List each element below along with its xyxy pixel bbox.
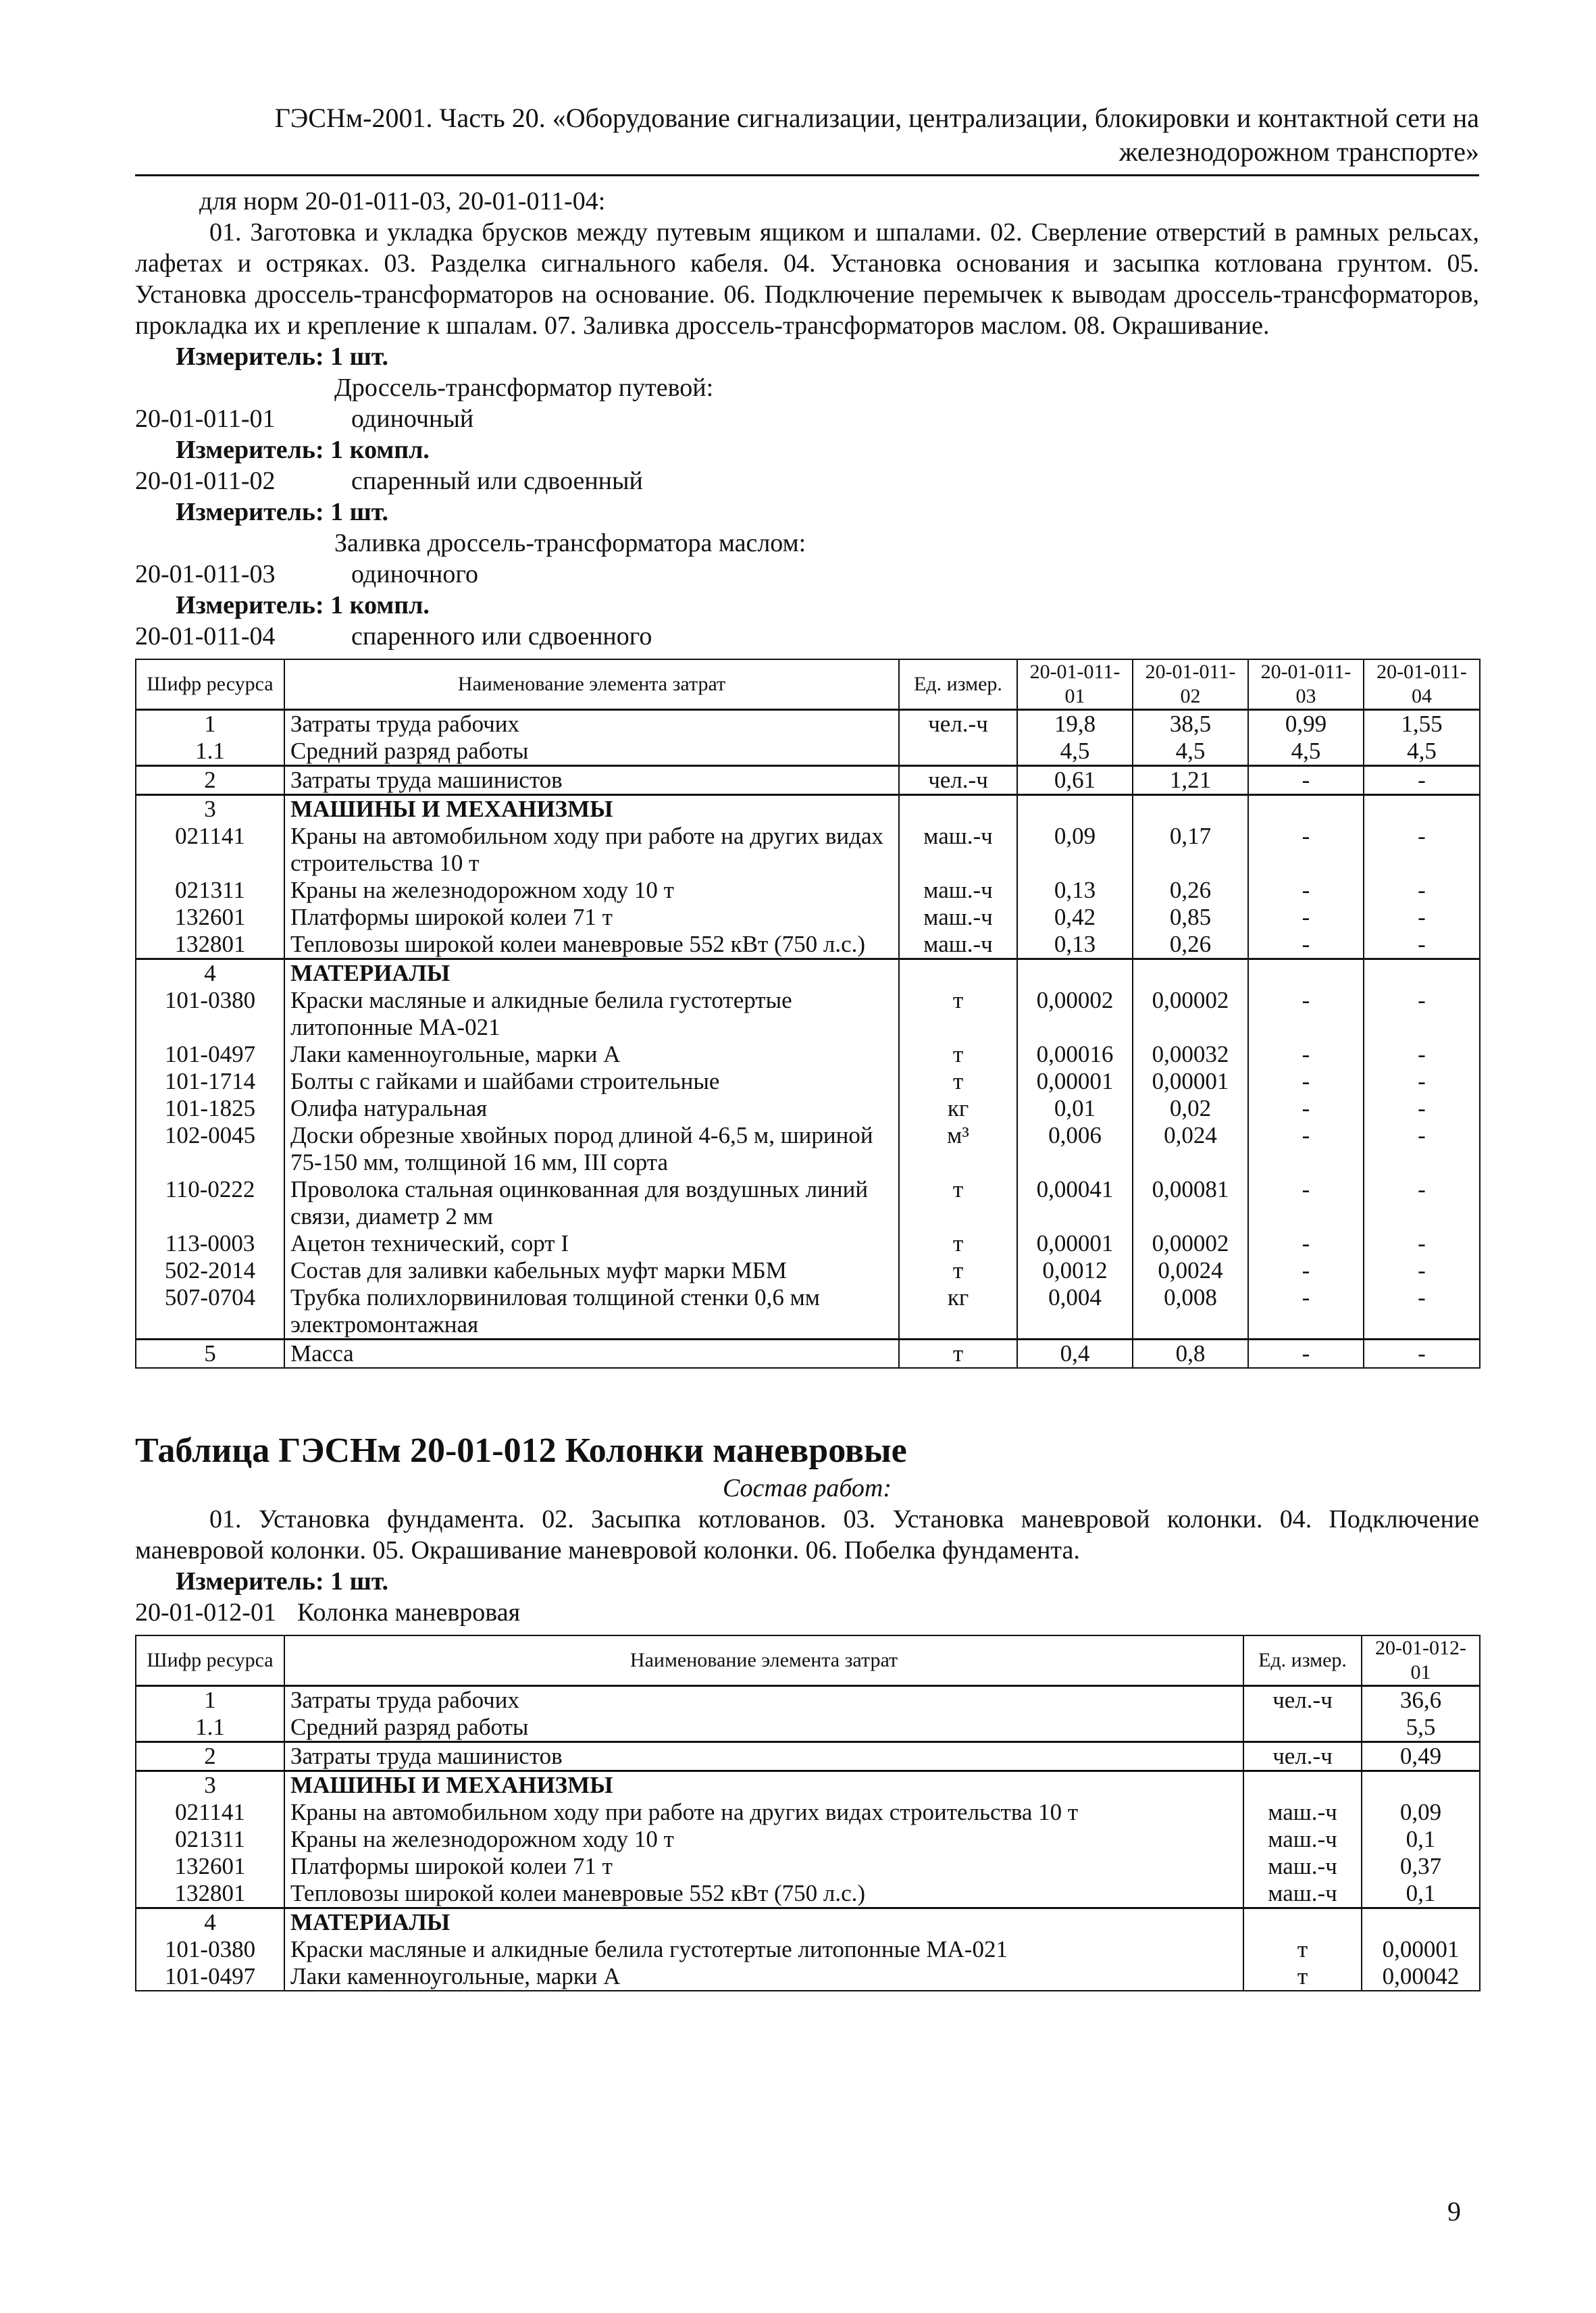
unit: маш.-ч — [899, 904, 1017, 931]
norm-value: 19,8 — [1017, 710, 1133, 738]
norm-value: 0,01 — [1017, 1095, 1133, 1122]
table-row — [136, 1230, 1480, 1257]
norm-value: - — [1364, 766, 1480, 795]
resource-code: 113-0003 — [136, 1230, 284, 1257]
measure-012: Измеритель: 1 шт. — [176, 1567, 389, 1596]
table-row — [136, 823, 1480, 877]
resource-code: 021141 — [136, 1799, 284, 1826]
norm-group-title: Заливка дроссель-трансформатора маслом: — [334, 529, 806, 557]
cost-element-name: Проволока стальная оцинкованная для воздушных линий связи, диаметр 2 мм — [284, 1176, 899, 1230]
unit: т — [899, 1068, 1017, 1095]
column-header: Наименование элемента затрат — [284, 659, 899, 710]
resource-code: 102-0045 — [136, 1122, 284, 1176]
table-row — [136, 1340, 1480, 1369]
norm-value: 1,55 — [1364, 710, 1480, 738]
unit: т — [1243, 1936, 1362, 1963]
norm-value: 0,1 — [1362, 1826, 1480, 1853]
cost-element-name: Средний разряд работы — [284, 738, 899, 766]
column-header: Шифр ресурса — [136, 659, 284, 710]
norm-code: 20-01-011-02 — [135, 467, 276, 495]
norm-value: 0,85 — [1133, 904, 1248, 931]
cost-element-name: Краски масляные и алкидные белила густотертые литопонные МА-021 — [284, 1936, 1243, 1963]
resource-code: 3 — [136, 795, 284, 823]
table-row — [136, 1853, 1480, 1880]
resource-code: 2 — [136, 766, 284, 795]
resource-code: 4 — [136, 1908, 284, 1937]
norm-value: - — [1248, 1284, 1364, 1340]
norm-group-title: Дроссель-трансформатор путевой: — [334, 374, 714, 402]
unit: т — [899, 1176, 1017, 1230]
norm-value: 0,008 — [1133, 1284, 1248, 1340]
norms-list — [135, 341, 1479, 652]
unit — [899, 795, 1017, 823]
resource-code: 101-1825 — [136, 1095, 284, 1122]
norm-value: 0,004 — [1017, 1284, 1133, 1340]
norm-value: 0,024 — [1133, 1122, 1248, 1176]
column-header: Ед. измер. — [899, 659, 1017, 710]
resource-code: 132601 — [136, 1853, 284, 1880]
cost-element-name: Ацетон технический, сорт I — [284, 1230, 899, 1257]
table-012-title: Таблица ГЭСНм 20-01-012 Колонки маневровые — [135, 1431, 907, 1470]
unit: т — [899, 1041, 1017, 1068]
resource-code: 101-0380 — [136, 1936, 284, 1963]
norm-value: - — [1364, 987, 1480, 1041]
norm-value: 0,00002 — [1017, 987, 1133, 1041]
norm-value: 0,00002 — [1133, 987, 1248, 1041]
norm-value: 38,5 — [1133, 710, 1248, 738]
works-composition: 01. Заготовка и укладка брусков между путевым ящиком и шпалами. 02. Сверление отверстий в рамных рельсах, лафетах и остряках. 03. Разделка сигнального кабеля. 04. Установка основания и засыпка котлована грунтом. 05. Установка дроссель-трансформаторов на основание. 06. Подключение перемычек к выводам дроссель-трансформаторов, прокладка их и крепление к шпалам. 07. Заливка дроссель-трансформаторов маслом. 08. Окрашивание. — [135, 218, 1479, 340]
norm-item — [135, 621, 1479, 652]
unit: кг — [899, 1095, 1017, 1122]
norm-value: - — [1364, 1284, 1480, 1340]
resource-code: 101-0497 — [136, 1963, 284, 1991]
cost-element-name: МАТЕРИАЛЫ — [284, 959, 899, 988]
unit: кг — [899, 1284, 1017, 1340]
norm-value: 0,00001 — [1362, 1936, 1480, 1963]
table-row — [136, 1095, 1480, 1122]
unit: т — [1243, 1963, 1362, 1991]
unit: маш.-ч — [899, 823, 1017, 877]
norm-value: 0,13 — [1017, 931, 1133, 959]
norm-code: 20-01-011-03 — [135, 560, 276, 588]
norm-name: Колонка маневровая — [297, 1598, 521, 1627]
cost-element-name: Тепловозы широкой колеи маневровые 552 кВт (750 л.с.) — [284, 931, 899, 959]
cost-element-name: Масса — [284, 1340, 899, 1369]
norm-name: одиночного — [351, 560, 479, 588]
norm-value: 4,5 — [1017, 738, 1133, 766]
resource-code: 101-1714 — [136, 1068, 284, 1095]
table-row — [136, 766, 1480, 795]
table-row — [136, 959, 1480, 988]
resource-code: 502-2014 — [136, 1257, 284, 1284]
resource-code: 507-0704 — [136, 1284, 284, 1340]
norm-value: - — [1364, 931, 1480, 959]
resource-code: 1 — [136, 710, 284, 738]
resource-table-011 — [135, 659, 1481, 1369]
cost-element-name: Затраты труда рабочих — [284, 1686, 1243, 1714]
composition-label: Состав работ: — [722, 1474, 892, 1502]
norm-value: - — [1364, 1230, 1480, 1257]
norm-value: - — [1248, 1122, 1364, 1176]
norm-value: 0,00042 — [1362, 1963, 1480, 1991]
header-line-1: ГЭСНм-2001. Часть 20. «Оборудование сигнализации, централизации, блокировки и контактной сети на — [274, 103, 1479, 133]
cost-element-name: Трубка полихлорвиниловая толщиной стенки 0,6 мм электромонтажная — [284, 1284, 899, 1340]
table-row — [136, 1880, 1480, 1908]
cost-element-name: Лаки каменноугольные, марки А — [284, 1963, 1243, 1991]
norm-value: - — [1364, 1095, 1480, 1122]
norm-value: - — [1248, 1257, 1364, 1284]
norm-value: - — [1248, 931, 1364, 959]
page-header — [135, 101, 1479, 176]
norm-value: - — [1364, 1257, 1480, 1284]
resource-code: 132601 — [136, 904, 284, 931]
unit — [1243, 1771, 1362, 1800]
norm-value — [1364, 795, 1480, 823]
unit: маш.-ч — [1243, 1826, 1362, 1853]
norm-name: одиночный — [351, 405, 474, 433]
unit — [899, 738, 1017, 766]
norm-value: - — [1248, 877, 1364, 904]
norm-value — [1364, 959, 1480, 988]
norm-value: 0,0024 — [1133, 1257, 1248, 1284]
page-number: 9 — [1447, 2196, 1461, 2227]
norm-value: 1,21 — [1133, 766, 1248, 795]
norm-value: - — [1248, 1176, 1364, 1230]
table-row — [136, 1799, 1480, 1826]
norm-value: 36,6 — [1362, 1686, 1480, 1714]
unit: т — [899, 987, 1017, 1041]
unit: маш.-ч — [1243, 1880, 1362, 1908]
cost-element-name: Краски масляные и алкидные белила густотертые литопонные МА-021 — [284, 987, 899, 1041]
column-header: Наименование элемента затрат — [284, 1635, 1243, 1686]
cost-element-name: Затраты труда машинистов — [284, 1742, 1243, 1771]
unit — [1243, 1714, 1362, 1742]
cost-element-name: Болты с гайками и шайбами строительные — [284, 1068, 899, 1095]
norm-value — [1248, 795, 1364, 823]
unit: м³ — [899, 1122, 1017, 1176]
norm-value: - — [1364, 1068, 1480, 1095]
unit: т — [899, 1340, 1017, 1369]
resource-code: 1 — [136, 1686, 284, 1714]
norm-item-012 — [135, 1597, 1479, 1628]
norm-value: 0,00016 — [1017, 1041, 1133, 1068]
norm-code: 20-01-012-01 — [135, 1598, 276, 1627]
column-header: Ед. измер. — [1243, 1635, 1362, 1686]
norm-value: 0,1 — [1362, 1880, 1480, 1908]
norm-value: 0,006 — [1017, 1122, 1133, 1176]
unit: чел.-ч — [899, 710, 1017, 738]
resource-code: 021311 — [136, 877, 284, 904]
cost-element-name: Олифа натуральная — [284, 1095, 899, 1122]
norm-value: - — [1364, 877, 1480, 904]
table-row — [136, 1257, 1480, 1284]
table-row — [136, 710, 1480, 738]
norm-value: 4,5 — [1248, 738, 1364, 766]
table-row — [136, 795, 1480, 823]
cost-element-name: МАШИНЫ И МЕХАНИЗМЫ — [284, 1771, 1243, 1800]
norm-value: - — [1248, 1068, 1364, 1095]
norm-value: - — [1364, 1176, 1480, 1230]
cost-element-name: МАШИНЫ И МЕХАНИЗМЫ — [284, 795, 899, 823]
norm-value: 0,09 — [1362, 1799, 1480, 1826]
column-header: Шифр ресурса — [136, 1635, 284, 1686]
norm-value: 0,49 — [1362, 1742, 1480, 1771]
works-composition-012: 01. Установка фундамента. 02. Засыпка котлованов. 03. Установка маневровой колонки. 04. Подключение маневровой колонки. 05. Окрашивание маневровой колонки. 06. Побелка фундамента. — [135, 1505, 1479, 1565]
norm-value: 0,00041 — [1017, 1176, 1133, 1230]
norm-value: - — [1364, 1340, 1480, 1369]
norm-value: - — [1248, 1095, 1364, 1122]
cost-element-name: Доски обрезные хвойных пород длиной 4-6,5 м, шириной 75-150 мм, толщиной 16 мм, III сорта — [284, 1122, 899, 1176]
norm-value: 0,13 — [1017, 877, 1133, 904]
document-page — [135, 101, 1479, 1991]
norm-name: спаренный или сдвоенный — [351, 467, 643, 495]
cost-element-name: Затраты труда машинистов — [284, 766, 899, 795]
unit — [899, 959, 1017, 988]
norm-item — [135, 465, 1479, 497]
table-row — [136, 1122, 1480, 1176]
norm-item — [135, 403, 1479, 434]
cost-element-name: Краны на автомобильном ходу при работе на других видах строительства 10 т — [284, 823, 899, 877]
unit: т — [899, 1230, 1017, 1257]
norm-value: - — [1364, 904, 1480, 931]
norm-value: 0,09 — [1017, 823, 1133, 877]
cost-element-name: Краны на автомобильном ходу при работе на других видах строительства 10 т — [284, 1799, 1243, 1826]
table-row — [136, 1771, 1480, 1800]
norm-value — [1017, 959, 1133, 988]
table-row — [136, 1714, 1480, 1742]
norm-code: 20-01-011-01 — [135, 405, 276, 433]
norm-value: - — [1248, 1340, 1364, 1369]
resource-code: 101-0497 — [136, 1041, 284, 1068]
norm-value: - — [1364, 1122, 1480, 1176]
table-row — [136, 738, 1480, 766]
norm-value: 0,4 — [1017, 1340, 1133, 1369]
table-row — [136, 1041, 1480, 1068]
cost-element-name: Краны на железнодорожном ходу 10 т — [284, 877, 899, 904]
norm-value: - — [1248, 1230, 1364, 1257]
norm-value: 4,5 — [1364, 738, 1480, 766]
norm-value: 0,02 — [1133, 1095, 1248, 1122]
measure-unit: Измеритель: 1 шт. — [176, 342, 389, 371]
resource-code: 110-0222 — [136, 1176, 284, 1230]
norm-value: 4,5 — [1133, 738, 1248, 766]
resource-code: 3 — [136, 1771, 284, 1800]
norm-value — [1362, 1908, 1480, 1937]
norms-scope: для норм 20-01-011-03, 20-01-011-04: — [199, 187, 606, 215]
resource-code: 5 — [136, 1340, 284, 1369]
unit: маш.-ч — [899, 877, 1017, 904]
norm-value: 0,99 — [1248, 710, 1364, 738]
norm-name: спаренного или сдвоенного — [351, 622, 652, 651]
table-row — [136, 1068, 1480, 1095]
norm-value: 0,00032 — [1133, 1041, 1248, 1068]
unit: чел.-ч — [1243, 1686, 1362, 1714]
norm-value: 0,42 — [1017, 904, 1133, 931]
resource-code: 1.1 — [136, 738, 284, 766]
norm-value: 0,00001 — [1017, 1230, 1133, 1257]
norm-value: 0,61 — [1017, 766, 1133, 795]
norm-value — [1133, 959, 1248, 988]
norm-value: 0,37 — [1362, 1853, 1480, 1880]
unit: т — [899, 1257, 1017, 1284]
norm-value: 0,26 — [1133, 931, 1248, 959]
table-row — [136, 1963, 1480, 1991]
norm-value: - — [1248, 823, 1364, 877]
cost-element-name: Тепловозы широкой колеи маневровые 552 кВт (750 л.с.) — [284, 1880, 1243, 1908]
column-header: 20-01-011-03 — [1248, 659, 1364, 710]
column-header: 20-01-011-02 — [1133, 659, 1248, 710]
norm-value — [1362, 1771, 1480, 1800]
norm-value: 0,00002 — [1133, 1230, 1248, 1257]
cost-element-name: Краны на железнодорожном ходу 10 т — [284, 1826, 1243, 1853]
cost-element-name: Лаки каменноугольные, марки А — [284, 1041, 899, 1068]
norm-value: - — [1248, 1041, 1364, 1068]
unit: маш.-ч — [899, 931, 1017, 959]
table-row — [136, 1176, 1480, 1230]
measure-unit: Измеритель: 1 шт. — [176, 498, 389, 526]
table-row — [136, 877, 1480, 904]
cost-element-name: Состав для заливки кабельных муфт марки МБМ — [284, 1257, 899, 1284]
unit: чел.-ч — [1243, 1742, 1362, 1771]
table-row — [136, 1284, 1480, 1340]
norm-value: 0,17 — [1133, 823, 1248, 877]
unit: чел.-ч — [899, 766, 1017, 795]
norm-value: - — [1248, 766, 1364, 795]
table-row — [136, 1742, 1480, 1771]
norm-value: 0,8 — [1133, 1340, 1248, 1369]
table-row — [136, 931, 1480, 959]
norm-value: - — [1248, 904, 1364, 931]
norm-value: 5,5 — [1362, 1714, 1480, 1742]
norm-value — [1133, 795, 1248, 823]
unit: маш.-ч — [1243, 1799, 1362, 1826]
norm-value: 0,00001 — [1133, 1068, 1248, 1095]
norm-value: 0,26 — [1133, 877, 1248, 904]
column-header: 20-01-012-01 — [1362, 1635, 1480, 1686]
norm-value: 0,00081 — [1133, 1176, 1248, 1230]
resource-code: 101-0380 — [136, 987, 284, 1041]
header-line-2: железнодорожном транспорте» — [1118, 136, 1479, 167]
column-header: 20-01-011-01 — [1017, 659, 1133, 710]
norm-value — [1017, 795, 1133, 823]
measure-unit: Измеритель: 1 компл. — [176, 591, 430, 619]
table-row — [136, 1686, 1480, 1714]
cost-element-name: Средний разряд работы — [284, 1714, 1243, 1742]
cost-element-name: Затраты труда рабочих — [284, 710, 899, 738]
unit — [1243, 1908, 1362, 1937]
norm-value: 0,00001 — [1017, 1068, 1133, 1095]
unit: маш.-ч — [1243, 1853, 1362, 1880]
measure-unit: Измеритель: 1 компл. — [176, 436, 430, 464]
resource-code: 4 — [136, 959, 284, 988]
resource-code: 2 — [136, 1742, 284, 1771]
resource-code: 1.1 — [136, 1714, 284, 1742]
column-header: 20-01-011-04 — [1364, 659, 1480, 710]
resource-code: 132801 — [136, 931, 284, 959]
norm-value: - — [1364, 823, 1480, 877]
norm-code: 20-01-011-04 — [135, 622, 276, 651]
table-row — [136, 904, 1480, 931]
cost-element-name: МАТЕРИАЛЫ — [284, 1908, 1243, 1937]
norm-value — [1248, 959, 1364, 988]
resource-code: 021141 — [136, 823, 284, 877]
table-row — [136, 1908, 1480, 1937]
table-row — [136, 987, 1480, 1041]
norm-item — [135, 559, 1479, 590]
norm-value: - — [1364, 1041, 1480, 1068]
cost-element-name: Платформы широкой колеи 71 т — [284, 904, 899, 931]
cost-element-name: Платформы широкой колеи 71 т — [284, 1853, 1243, 1880]
table-row — [136, 1936, 1480, 1963]
norm-value: - — [1248, 987, 1364, 1041]
resource-table-012 — [135, 1635, 1481, 1991]
resource-code: 132801 — [136, 1880, 284, 1908]
table-row — [136, 1826, 1480, 1853]
resource-code: 021311 — [136, 1826, 284, 1853]
norm-value: 0,0012 — [1017, 1257, 1133, 1284]
